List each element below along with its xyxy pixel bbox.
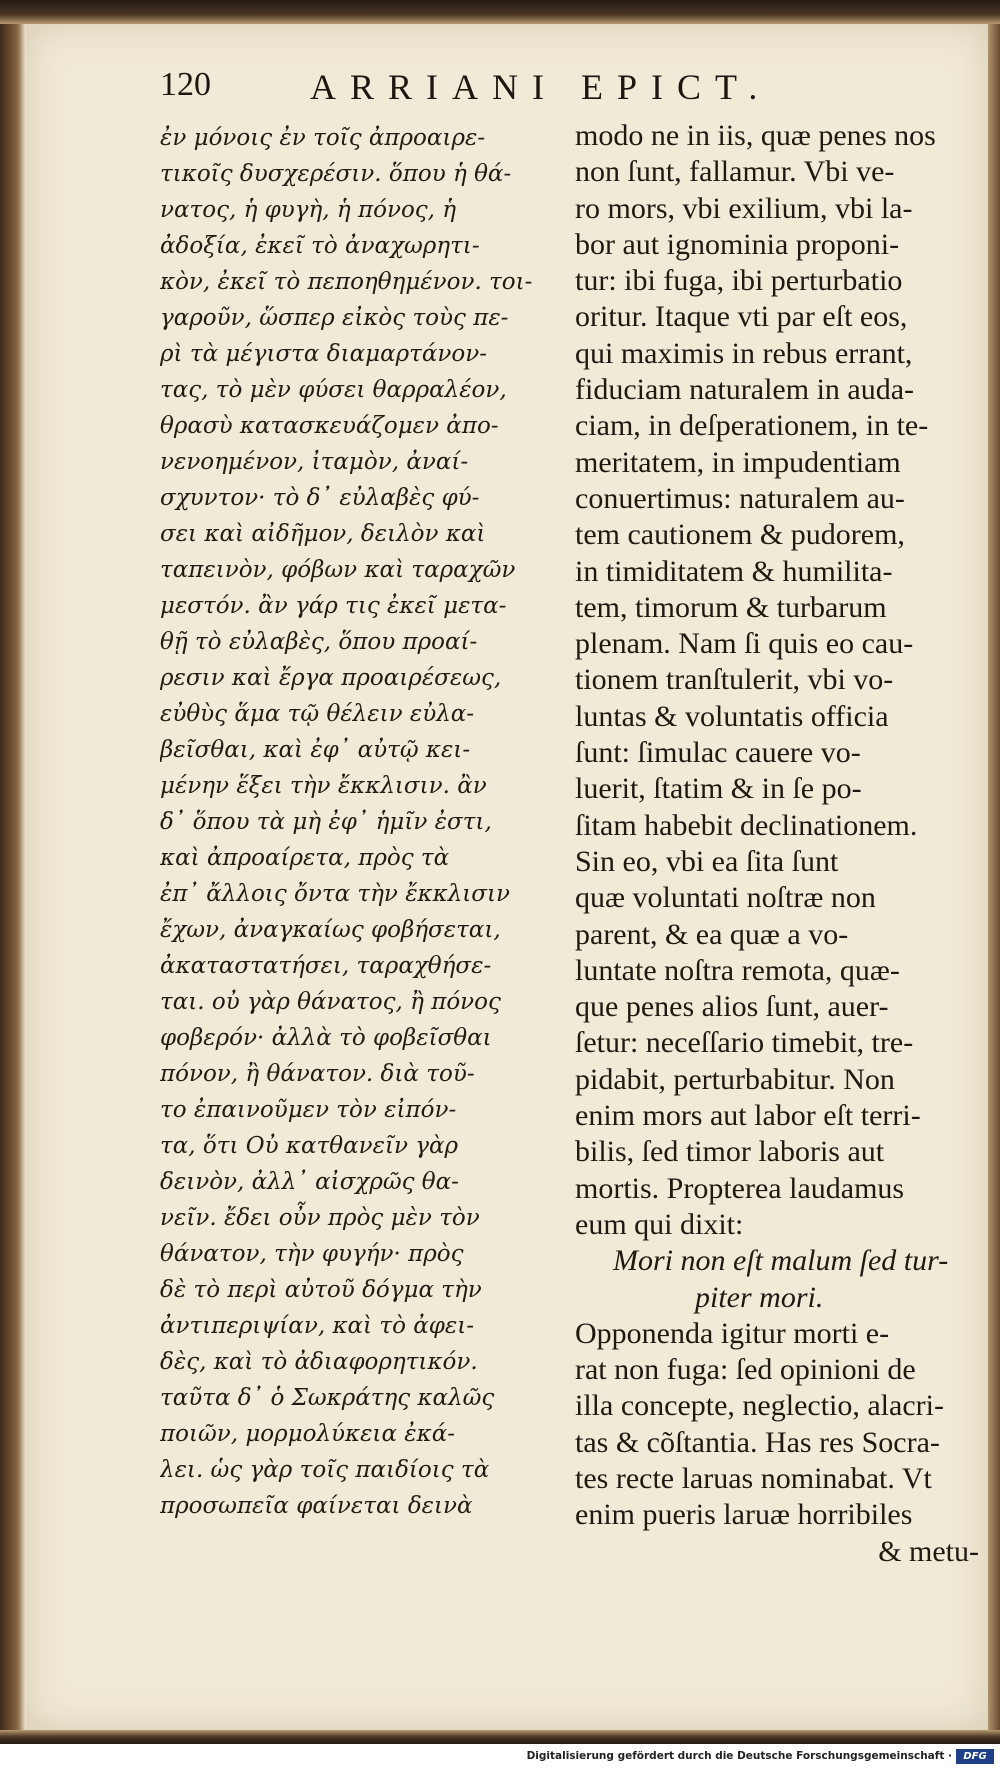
latin-line: rat non fuga: ſed opinioni de — [575, 1353, 916, 1387]
latin-line: piter mori. — [695, 1280, 824, 1314]
latin-line: tem, timorum & turbarum — [575, 590, 887, 624]
greek-line: προσωπεῖα φαίνεται δεινὰ — [160, 1493, 473, 1519]
page-number: 120 — [160, 66, 211, 103]
latin-line: ſunt: ſimulac cauere vo- — [575, 736, 861, 770]
greek-line: ρεσιν καὶ ἔργα προαιρέσεως, — [160, 665, 502, 691]
latin-line: enim pueris laruæ horribiles — [575, 1498, 913, 1532]
greek-line: ἐπ᾿ ἄλλοις ὄντα τὴν ἔκκλισιν — [160, 881, 511, 907]
latin-line: luerit, ſtatim & in ſe po- — [575, 772, 862, 806]
greek-line: καὶ ἀπροαίρετα, πρὸς τὰ — [160, 845, 450, 871]
greek-line: ται. οὐ γὰρ θάνατος, ἢ πόνος — [160, 989, 501, 1015]
latin-line: non ſunt, fallamur. Vbi ve- — [575, 155, 895, 189]
latin-line: parent, & ea quæ a vo- — [575, 917, 849, 951]
greek-line: ἔχων, ἀναγκαίως φοβήσεται, — [160, 917, 501, 943]
latin-line: que penes alios ſunt, auer- — [575, 990, 889, 1024]
latin-line: oritur. Itaque vti par eſt eos, — [575, 300, 908, 334]
latin-line: meritatem, in impudentiam — [575, 445, 901, 479]
greek-line: πόνον, ἢ θάνατον. διὰ τοῦ- — [160, 1061, 475, 1087]
funding-credit: Digitalisierung gefördert durch die Deutsche Forschungsgemeinschaft · — [526, 1750, 952, 1762]
greek-line: νατος, ἡ φυγὴ, ἡ πόνος, ἡ — [160, 197, 457, 223]
latin-line: qui maximis in rebus errant, — [575, 336, 913, 370]
latin-line: tur: ibi fuga, ibi perturbatio — [575, 264, 903, 298]
latin-line: Sin eo, vbi ea ſita ſunt — [575, 844, 839, 878]
latin-line: pidabit, perturbabitur. Non — [575, 1062, 895, 1096]
greek-line: το ἐπαινοῦμεν τὸν εἰπόν- — [160, 1097, 457, 1123]
greek-line: δὲς, καὶ τὸ ἀδιαφορητικόν. — [160, 1349, 478, 1375]
latin-text-column — [575, 118, 985, 1570]
latin-line: tem cautionem & pudorem, — [575, 518, 905, 552]
greek-line: νενοημένον, ἰταμὸν, ἀναί- — [160, 449, 469, 475]
greek-line: θάνατον, τὴν φυγήν· πρὸς — [160, 1241, 464, 1267]
latin-line: plenam. Nam ſi quis eo cau- — [575, 627, 914, 661]
greek-line: ἀντιπεριψίαν, καὶ τὸ ἀφει- — [160, 1313, 475, 1339]
latin-line: quæ voluntati noſtræ non — [575, 881, 876, 915]
greek-line: δεινὸν, ἀλλ᾿ αἰσχρῶς θα- — [160, 1169, 459, 1195]
greek-line: θρασὺ κατασκευάζομεν ἀπο- — [160, 413, 499, 439]
greek-line: φοβερόν· ἀλλὰ τὸ φοβεῖσθαι — [160, 1025, 492, 1051]
greek-line: ταπεινὸν, φόβων καὶ ταραχῶν — [160, 557, 516, 583]
latin-line: tes recte laruas nominabat. Vt — [575, 1461, 932, 1495]
latin-line: bilis, ſed timor laboris aut — [575, 1135, 885, 1169]
greek-line: ταῦτα δ᾿ ὁ Σωκράτης καλῶς — [160, 1385, 495, 1411]
latin-line: enim mors aut labor eſt terri- — [575, 1099, 921, 1133]
greek-line: δὲ τὸ περὶ αὐτοῦ δόγμα τὴν — [160, 1277, 482, 1303]
greek-line: ἀδοξία, ἐκεῖ τὸ ἀναχωρητι- — [160, 233, 480, 259]
greek-line: ἐν μόνοις ἐν τοῖς ἀπροαιρε- — [160, 125, 486, 151]
greek-text-column — [160, 120, 550, 1524]
latin-line: fiduciam naturalem in auda- — [575, 373, 915, 407]
binding-bottom-edge — [0, 1730, 1000, 1744]
greek-line: μένην ἕξει τὴν ἔκκλισιν. ἂν — [160, 773, 487, 799]
greek-line: σχυντον· τὸ δ᾿ εὐλαβὲς φύ- — [160, 485, 480, 511]
digitization-footer — [0, 1744, 1000, 1770]
latin-line: Mori non eſt malum ſed tur- — [613, 1244, 949, 1278]
greek-line: σει καὶ αἰδῆμον, δειλὸν καὶ — [160, 521, 486, 547]
greek-line: νεῖν. ἔδει οὖν πρὸς μὲν τὸν — [160, 1205, 480, 1231]
greek-line: θῇ τὸ εὐλαβὲς, ὅπου προαί- — [160, 629, 478, 655]
latin-line: ciam, in deſperationem, in te- — [575, 409, 929, 443]
greek-line: ἀκαταστατήσει, ταραχθήσε- — [160, 953, 492, 979]
greek-line: λει. ὡς γὰρ τοῖς παιδίοις τὰ — [160, 1457, 490, 1483]
latin-line: modo ne in iis, quæ penes nos — [575, 119, 936, 152]
greek-line: δ᾿ ὅπου τὰ μὴ ἐφ᾿ ἡμῖν ἐστι, — [160, 809, 492, 835]
latin-line: mortis. Propterea laudamus — [575, 1171, 905, 1205]
greek-line: ποιῶν, μορμολύκεια ἐκά- — [160, 1421, 456, 1447]
latin-line: luntate noſtra remota, quæ- — [575, 953, 900, 987]
binding-top-edge — [0, 0, 1000, 24]
latin-line: illa concepte, neglectio, alacri- — [575, 1389, 944, 1423]
latin-line: & metu- — [878, 1534, 979, 1568]
greek-line: βεῖσθαι, καὶ ἐφ᾿ αὐτῷ κει- — [160, 737, 471, 763]
greek-line: τα, ὅτι Οὐ κατθανεῖν γὰρ — [160, 1133, 459, 1159]
greek-line: κὸν, ἐκεῖ τὸ πεποηθημένον. τοι- — [160, 269, 533, 295]
latin-line: tas & cõſtantia. Has res Socra- — [575, 1425, 940, 1459]
greek-line: ρὶ τὰ μέγιστα διαμαρτάνον- — [160, 341, 487, 367]
latin-line: ſetur: neceſſario timebit, tre- — [575, 1026, 914, 1060]
latin-line: eum qui dixit: — [575, 1207, 744, 1241]
latin-line: ſitam habebit declinationem. — [575, 808, 918, 842]
page-header — [160, 66, 980, 114]
running-title: ARRIANI EPICT. — [310, 67, 772, 107]
dfg-logo: DFG — [956, 1749, 994, 1764]
latin-line: bor aut ignominia proponi- — [575, 227, 900, 261]
latin-line: luntas & voluntatis officia — [575, 699, 889, 733]
greek-line: γαροῦν, ὥσπερ εἰκὸς τοὺς πε- — [160, 305, 509, 331]
greek-line: εὐθὺς ἅμα τῷ θέλειν εὐλα- — [160, 701, 475, 727]
latin-line: conuertimus: naturalem au- — [575, 481, 905, 515]
greek-line: μεστόν. ἂν γάρ τις ἐκεῖ μετα- — [160, 593, 507, 619]
latin-line: tionem tranſtulerit, vbi vo- — [575, 663, 894, 697]
latin-line: ro mors, vbi exilium, vbi la- — [575, 191, 913, 225]
latin-line: Opponenda igitur morti e- — [575, 1316, 890, 1350]
latin-line: in timiditatem & humilita- — [575, 554, 893, 588]
greek-line: τας, τὸ μὲν φύσει θαρραλέον, — [160, 377, 507, 403]
greek-line: τικοῖς δυσχερέσιν. ὅπου ἡ θά- — [160, 161, 512, 187]
